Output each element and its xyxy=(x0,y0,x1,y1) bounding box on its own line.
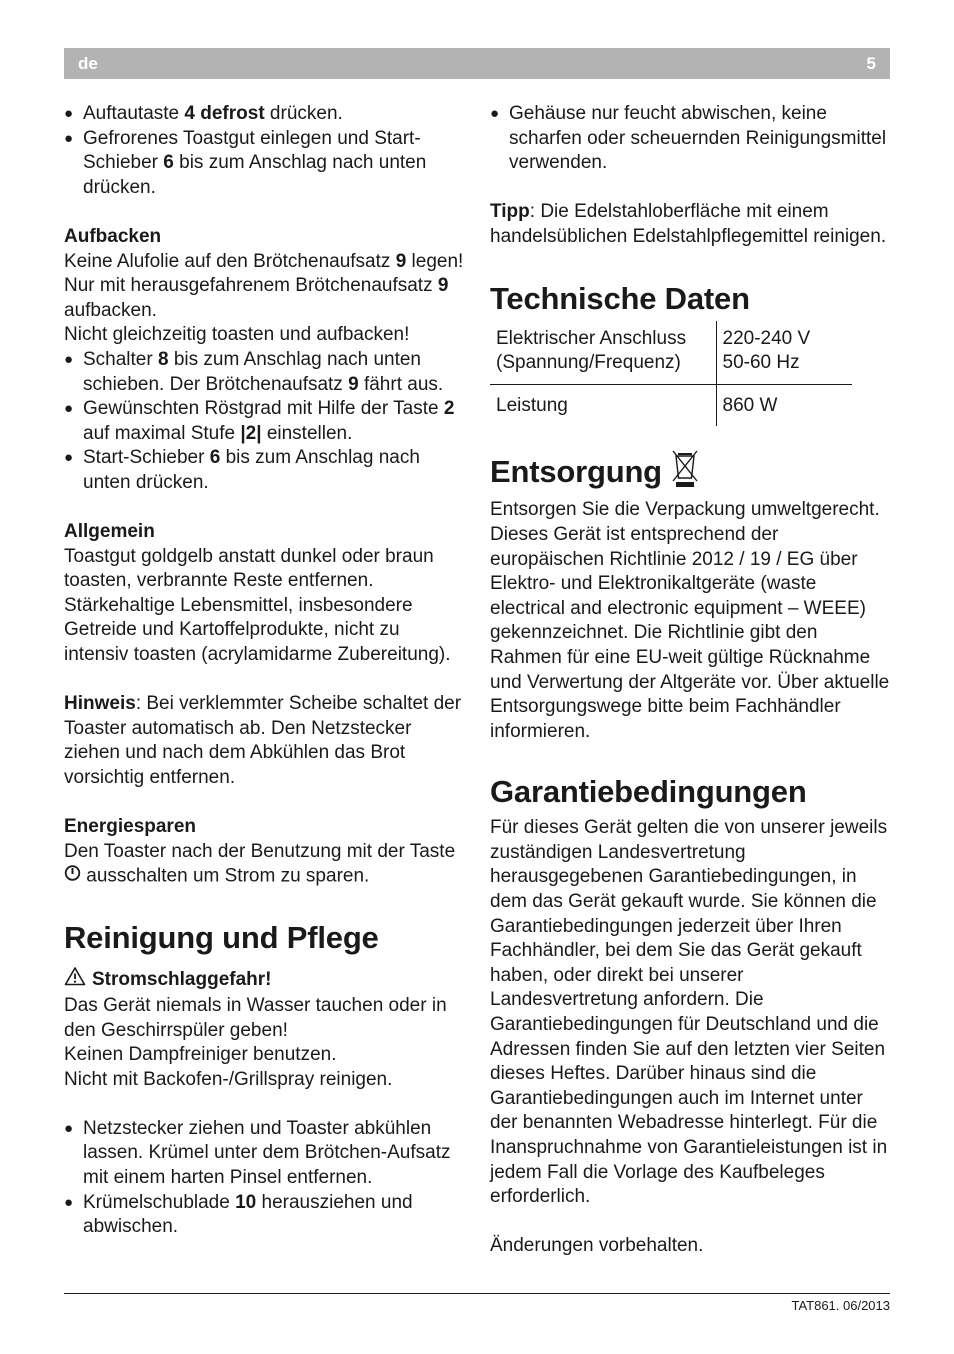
header-bar xyxy=(64,48,890,79)
list-item: ● Auftautaste 4 defrost drücken. xyxy=(64,102,464,127)
document-code: TAT861. 06/2013 xyxy=(791,1298,890,1313)
spec-value: 220-240 V 50-60 Hz xyxy=(716,321,852,385)
spec-key: Elektrischer Anschluss (Spannung/Frequenz) xyxy=(490,321,716,385)
footer-rule xyxy=(64,1293,890,1294)
garantie-text: Für dieses Gerät gelten die von unserer jeweils zuständigen Landesvertretung herausgegebenen Garantiebedingungen, in dem das Gerät gekauft wurde. Sie können die Garantiebedingungen jederzeit über Ihren Fachhändler, bei dem Sie das Gerät gekauft haben, oder direkt bei unserer Landesvertretung anfordern. Die Garantiebedingungen für Deutschland und die Adressen finden Sie auf den letzten vier Seiten dieses Heftes. Darüber hinaus sind die Garantiebedingungen auch im Internet unter der benannten Webadresse hinterlegt. Für die Inanspruchnahme von Garantieleistungen ist in jedem Fall die Vorlage des Kaufbeleges erforderlich. xyxy=(490,817,888,1208)
list-item: ● Gefrorenes Toastgut einlegen und Start-Schieber 6 bis zum Anschlag nach unten drücken. xyxy=(64,127,464,201)
spec-table xyxy=(490,321,852,427)
allgemein-text: Toastgut goldgelb anstatt dunkel oder braun toasten, verbrannte Reste entfernen. Stärkehaltige Lebensmittel, insbesondere Getreide und Kartoffelprodukte, nicht zu intensiv toasten (acrylamidarme Zubereitung). xyxy=(64,545,451,666)
left-column xyxy=(64,102,464,1240)
entsorgung-title: Entsorgung xyxy=(490,448,890,498)
hinweis-paragraph: Hinweis: Bei verklemmter Scheibe schaltet der Toaster automatisch ab. Den Netzstecker ziehen und nach dem Abkühlen das Brot vorsichtig entfernen. xyxy=(64,693,462,789)
aufbacken-heading: Aufbacken xyxy=(64,225,162,247)
table-row xyxy=(490,384,852,426)
hinweis-label: Hinweis xyxy=(64,693,136,715)
tipp-label: Tipp xyxy=(490,201,530,223)
entsorgung-text: Entsorgen Sie die Verpackung umweltgerecht. Dieses Gerät ist entsprechend der europäischen Richtlinie 2012 / 19 / EG über Elektro- und Elektronikaltgeräte (waste electrical and electronic equipment – WEEE) gekennzeichnet. Die Richtlinie gibt den Rahmen für eine EU-weit gültige Rücknahme und Verwertung der Altgeräte vor. Über aktuelle Entsorgungswege bitte beim Fachhändler informieren. xyxy=(490,499,890,742)
allgemein-heading: Allgemein xyxy=(64,521,155,543)
table-row xyxy=(490,321,852,385)
list-item: ● Krümelschublade 10 herausziehen und abwischen. xyxy=(64,1191,464,1240)
aufbacken-line: Nur mit herausgefahrenem Brötchenaufsatz 9 aufbacken. xyxy=(64,275,449,321)
reinigung-line: Das Gerät niemals in Wasser tauchen oder in den Geschirrspüler geben! xyxy=(64,994,447,1041)
spec-key: Leistung xyxy=(496,394,568,416)
warning-triangle-icon xyxy=(64,966,86,994)
warning-line: Stromschlaggefahr! xyxy=(64,966,464,994)
garantie-title: Garantiebedingungen xyxy=(490,774,807,810)
reinigung-title: Reinigung und Pflege xyxy=(64,920,379,956)
aufbacken-bullet-list xyxy=(64,348,464,496)
care-bullet-list xyxy=(490,102,890,176)
reinigung-line: Nicht mit Backofen-/Grillspray reinigen. xyxy=(64,1068,393,1090)
reinigung-line: Keinen Dampfreiniger benutzen. xyxy=(64,1044,337,1066)
aenderungen-note: Änderungen vorbehalten. xyxy=(490,1235,704,1257)
intro-bullet-list xyxy=(64,102,464,200)
energiesparen-heading: Energiesparen xyxy=(64,816,196,838)
list-item: ● Gehäuse nur feucht abwischen, keine scharfen oder scheuernden Reinigungsmittel verwenden. xyxy=(490,102,890,176)
spec-value: 860 W xyxy=(716,384,852,426)
list-item: ● Schalter 8 bis zum Anschlag nach unten schieben. Der Brötchenaufsatz 9 fährt aus. xyxy=(64,348,464,397)
list-item: ● Netzstecker ziehen und Toaster abkühlen lassen. Krümel unter dem Brötchen-Aufsatz mit einem harten Pinsel entfernen. xyxy=(64,1117,464,1191)
page-number: 5 xyxy=(866,54,876,73)
energiesparen-text: Den Toaster nach der Benutzung mit der Taste ausschalten um Strom zu sparen. xyxy=(64,840,464,890)
reinigung-bullet-list xyxy=(64,1117,464,1240)
language-code: de xyxy=(78,54,98,73)
aufbacken-line: Nicht gleichzeitig toasten und aufbacken! xyxy=(64,324,410,346)
list-item: ● Gewünschten Röstgrad mit Hilfe der Taste 2 auf maximal Stufe |2| einstellen. xyxy=(64,397,464,446)
tipp-paragraph: Tipp: Die Edelstahloberfläche mit einem handelsüblichen Edelstahlpflegemittel reinigen. xyxy=(490,201,887,247)
aufbacken-line: Keine Alufolie auf den Brötchenaufsatz 9 legen! xyxy=(64,250,464,272)
list-item: ● Start-Schieber 6 bis zum Anschlag nach unten drücken. xyxy=(64,446,464,495)
right-column xyxy=(490,102,890,1259)
crossed-bin-icon xyxy=(670,448,700,498)
power-icon xyxy=(64,864,81,889)
technische-daten-title: Technische Daten xyxy=(490,280,750,316)
